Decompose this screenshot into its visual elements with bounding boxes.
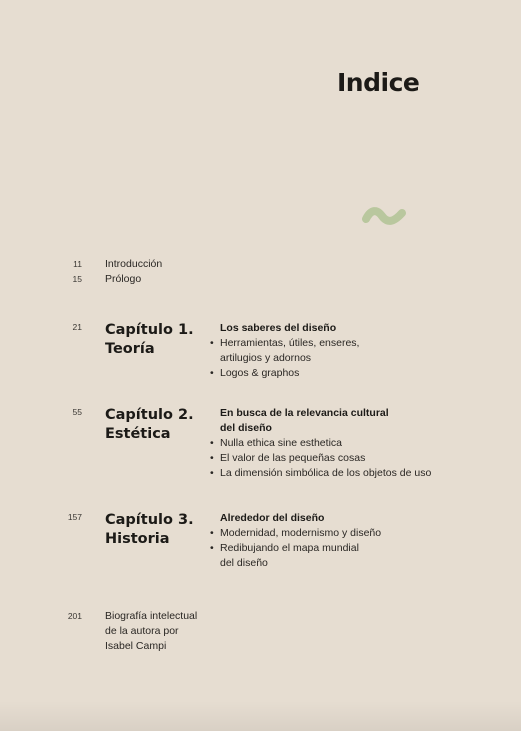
chapter-2-title: Capítulo 2. Estética (105, 407, 194, 442)
bullet-icon: • (210, 367, 214, 379)
list-item: • La dimensión simbólica de los objetos de uso (210, 467, 432, 479)
section-list (210, 336, 359, 381)
page-title: Indice (337, 68, 420, 97)
list-item: • Nulla ethica sine esthetica (210, 437, 342, 449)
chapter-3-contents (210, 511, 381, 571)
page-number: 21 (72, 322, 82, 332)
list-item: • Modernidad, modernismo y diseño (210, 527, 382, 539)
bullet-icon: • (210, 467, 214, 479)
section-list (210, 436, 431, 481)
page-number: 157 (67, 512, 82, 522)
list-item: • Redibujando el mapa mundial del diseño (210, 542, 359, 569)
section-list (210, 526, 381, 571)
page-number: 201 (67, 611, 82, 621)
page-bottom-shadow (0, 701, 521, 731)
list-item: • El valor de las pequeñas cosas (210, 452, 366, 464)
squiggle-ornament-icon (362, 205, 406, 227)
section-heading: Alrededor del diseño (220, 512, 325, 524)
page-number: 15 (72, 274, 82, 284)
toc-entry-introduccion: Introducción (105, 258, 163, 270)
chapter-3-title: Capítulo 3. Historia (105, 512, 194, 547)
section-heading: En busca de la relevancia cultural del diseño (220, 407, 389, 434)
chapter-2-contents (210, 406, 431, 481)
toc-entry-biografia: Biografía intelectual de la autora por Isabel Campi (105, 610, 198, 652)
bullet-icon: • (210, 527, 214, 539)
page-number: 11 (73, 259, 82, 269)
bullet-icon: • (210, 452, 214, 464)
list-item: • Logos & graphos (210, 367, 300, 379)
section-heading: Los saberes del diseño (220, 322, 337, 334)
chapter-1-title: Capítulo 1. Teoría (105, 322, 194, 357)
bullet-icon: • (210, 437, 214, 449)
toc-entry-prologo: Prólogo (105, 273, 142, 285)
bullet-icon: • (210, 542, 214, 554)
list-item: • Herramientas, útiles, enseres, artilugios y adornos (210, 337, 360, 364)
chapter-1-contents (210, 321, 359, 381)
bullet-icon: • (210, 337, 214, 349)
page-number: 55 (72, 407, 82, 417)
